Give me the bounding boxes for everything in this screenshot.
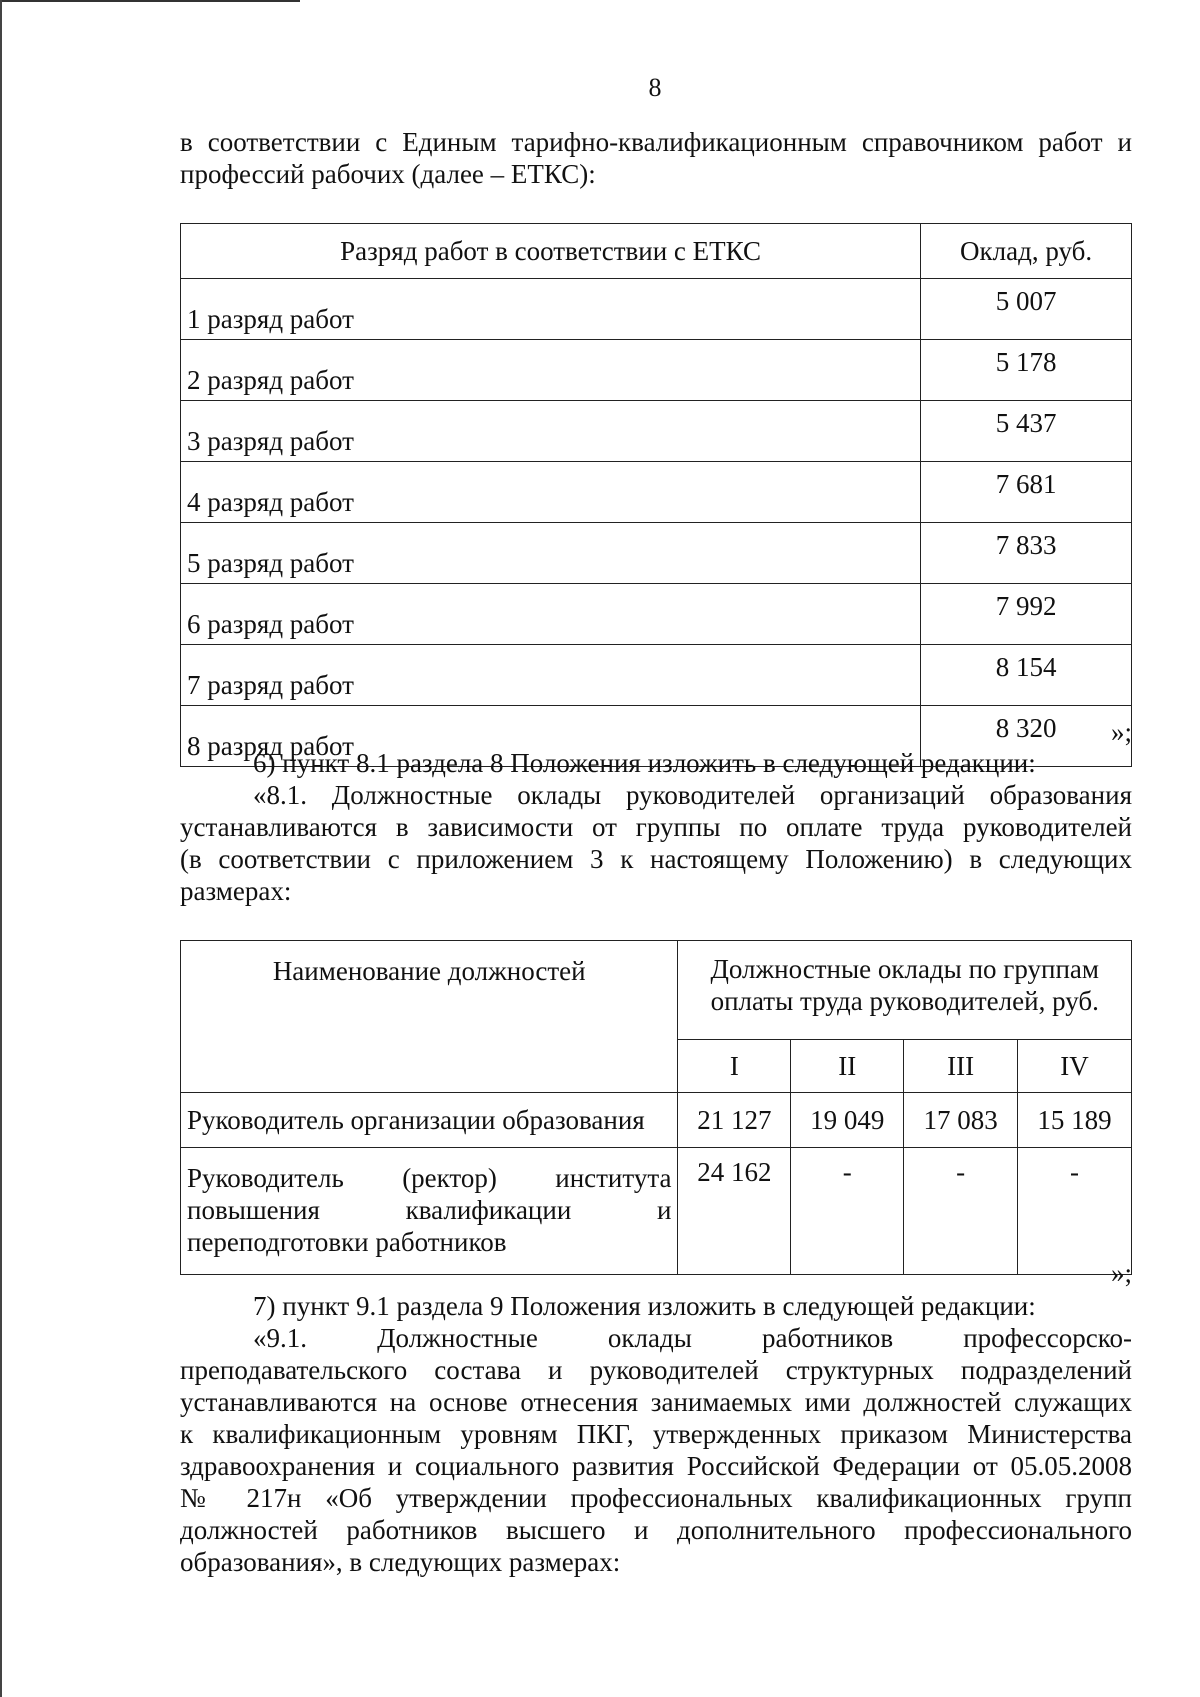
- closing-quote: »;: [1110, 717, 1132, 747]
- intro-line: профессий рабочих (далее – ЕТКС):: [180, 159, 596, 189]
- grade-label: 7 разряд работ: [181, 645, 921, 706]
- table-header-row: [181, 224, 1132, 279]
- header-salary-line: Должностные оклады по группам: [710, 954, 1099, 984]
- header-salary: Оклад, руб.: [921, 224, 1132, 279]
- scan-edge-left: [0, 0, 2, 1697]
- paragraph-line: «9.1. Должностные оклады работников профессорско-: [253, 1323, 1132, 1353]
- salary-value: 7 992: [921, 584, 1132, 645]
- salary-value: 21 127: [678, 1093, 791, 1148]
- paragraph-line: устанавливаются на основе отнесения занимаемых ими должностей служащих: [180, 1387, 1132, 1417]
- item-7-paragraph: [180, 1290, 1132, 1578]
- item-7-heading: 7) пункт 9.1 раздела 9 Положения изложить в следующей редакции:: [253, 1291, 1036, 1321]
- grade-label: 2 разряд работ: [181, 340, 921, 401]
- table-row: [181, 645, 1132, 706]
- grade-label: 5 разряд работ: [181, 523, 921, 584]
- table-header-row: [181, 941, 1132, 1040]
- paragraph-line: «8.1. Должностные оклады руководителей организаций образования: [253, 780, 1132, 810]
- item-6-heading: 6) пункт 8.1 раздела 8 Положения изложить в следующей редакции:: [253, 748, 1036, 778]
- salary-value: -: [791, 1148, 904, 1275]
- salary-value: 19 049: [791, 1093, 904, 1148]
- position-label: Руководитель организации образования: [181, 1093, 678, 1148]
- item-6-paragraph: [180, 747, 1132, 907]
- header-salary-groups: [678, 941, 1132, 1040]
- table-row: [181, 279, 1132, 340]
- position-label-line: повышения квалификации и: [187, 1195, 672, 1225]
- salary-value: 5 437: [921, 401, 1132, 462]
- grade-label: 8 разряд работ: [181, 706, 921, 767]
- salary-value: 24 162: [678, 1148, 791, 1275]
- paragraph-line: преподавательского состава и руководителей структурных подразделений: [180, 1355, 1132, 1385]
- header-grade: Разряд работ в соответствии с ЕТКС: [181, 224, 921, 279]
- salary-value: 7 833: [921, 523, 1132, 584]
- paragraph-line: должностей работников высшего и дополнительного профессионального: [180, 1515, 1132, 1545]
- tariff-table: [180, 223, 1132, 767]
- paragraph-line: здравоохранения и социального развития Российской Федерации от 05.05.2008: [180, 1451, 1132, 1481]
- salary-value: -: [904, 1148, 1018, 1275]
- grade-label: 3 разряд работ: [181, 401, 921, 462]
- manager-salary-table: [180, 940, 1132, 1275]
- position-label: [181, 1148, 678, 1275]
- table-row: [181, 1148, 1132, 1275]
- salary-value: 8 320: [921, 706, 1132, 767]
- paragraph-line: размерах:: [180, 876, 292, 906]
- table-row: [181, 584, 1132, 645]
- table-row: [181, 462, 1132, 523]
- salary-value: -: [1018, 1148, 1132, 1275]
- table-row: [181, 1093, 1132, 1148]
- salary-value: 5 007: [921, 279, 1132, 340]
- grade-label: 6 разряд работ: [181, 584, 921, 645]
- paragraph-line: (в соответствии с приложением 3 к настоящему Положению) в следующих: [180, 844, 1132, 874]
- paragraph-line: к квалификационным уровням ПКГ, утвержденных приказом Министерства: [180, 1419, 1132, 1449]
- table-row: [181, 401, 1132, 462]
- salary-value: 7 681: [921, 462, 1132, 523]
- paragraph-line: № 217н «Об утверждении профессиональных квалификационных групп: [180, 1483, 1132, 1513]
- group-header: IV: [1018, 1040, 1132, 1093]
- table-row: [181, 523, 1132, 584]
- group-header: III: [904, 1040, 1018, 1093]
- scan-edge-top: [0, 0, 300, 2]
- position-label-line: Руководитель (ректор) института: [187, 1163, 672, 1193]
- header-salary-line: оплаты труда руководителей, руб.: [710, 986, 1099, 1016]
- group-header: I: [678, 1040, 791, 1093]
- salary-value: 8 154: [921, 645, 1132, 706]
- intro-paragraph: [180, 126, 1132, 190]
- paragraph-line: образования», в следующих размерах:: [180, 1547, 621, 1577]
- group-header: II: [791, 1040, 904, 1093]
- table-row: [181, 340, 1132, 401]
- grade-label: 4 разряд работ: [181, 462, 921, 523]
- closing-quote: »;: [1110, 1258, 1132, 1288]
- salary-value: 5 178: [921, 340, 1132, 401]
- header-position-name: Наименование должностей: [181, 941, 678, 1093]
- intro-line: в соответствии с Единым тарифно-квалификационным справочником работ и: [180, 127, 1132, 157]
- salary-value: 17 083: [904, 1093, 1018, 1148]
- grade-label: 1 разряд работ: [181, 279, 921, 340]
- paragraph-line: устанавливаются в зависимости от группы по оплате труда руководителей: [180, 812, 1132, 842]
- position-label-line: переподготовки работников: [187, 1227, 507, 1257]
- salary-value: 15 189: [1018, 1093, 1132, 1148]
- page-number: 8: [648, 73, 662, 102]
